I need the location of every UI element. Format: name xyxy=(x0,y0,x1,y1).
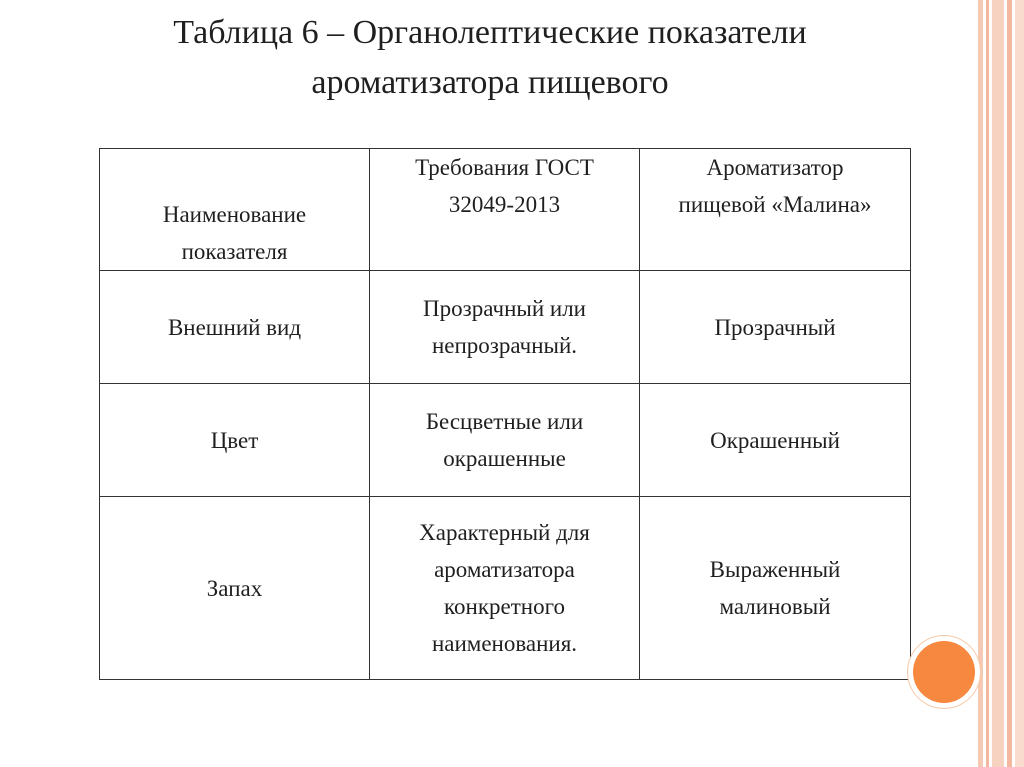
cell-requirement: Характерный для ароматизатора конкретного наименования. xyxy=(370,497,640,680)
cell-requirement: Прозрачный или непрозрачный. xyxy=(370,271,640,384)
decor-stripe xyxy=(986,0,989,767)
table-row xyxy=(100,384,911,497)
table-header-row xyxy=(100,149,911,271)
cell-indicator-name: Запах xyxy=(100,497,370,680)
table-row xyxy=(100,271,911,384)
header-cell-gost: Требования ГОСТ 32049-2013 xyxy=(370,149,640,271)
decor-circle xyxy=(913,641,975,703)
decor-stripe xyxy=(992,0,1004,767)
slide-title-line1: Таблица 6 – Органолептические показатели xyxy=(173,14,807,51)
header-cell-product: Ароматизатор пищевой «Малина» xyxy=(640,149,911,271)
header-cell-name: Наименование показателя xyxy=(100,149,370,271)
cell-requirement: Бесцветные или окрашенные xyxy=(370,384,640,497)
cell-indicator-name: Внешний вид xyxy=(100,271,370,384)
slide-title-line2: ароматизатора пищевого xyxy=(311,64,669,101)
decor-stripe xyxy=(1007,0,1012,767)
cell-value: Прозрачный xyxy=(640,271,911,384)
decor-stripe xyxy=(1015,0,1024,767)
indicators-table xyxy=(99,148,911,680)
cell-indicator-name: Цвет xyxy=(100,384,370,497)
cell-value: Выраженный малиновый xyxy=(640,497,911,680)
slide-title xyxy=(60,8,920,108)
table-row xyxy=(100,497,911,680)
decor-stripe xyxy=(978,0,983,767)
cell-value: Окрашенный xyxy=(640,384,911,497)
